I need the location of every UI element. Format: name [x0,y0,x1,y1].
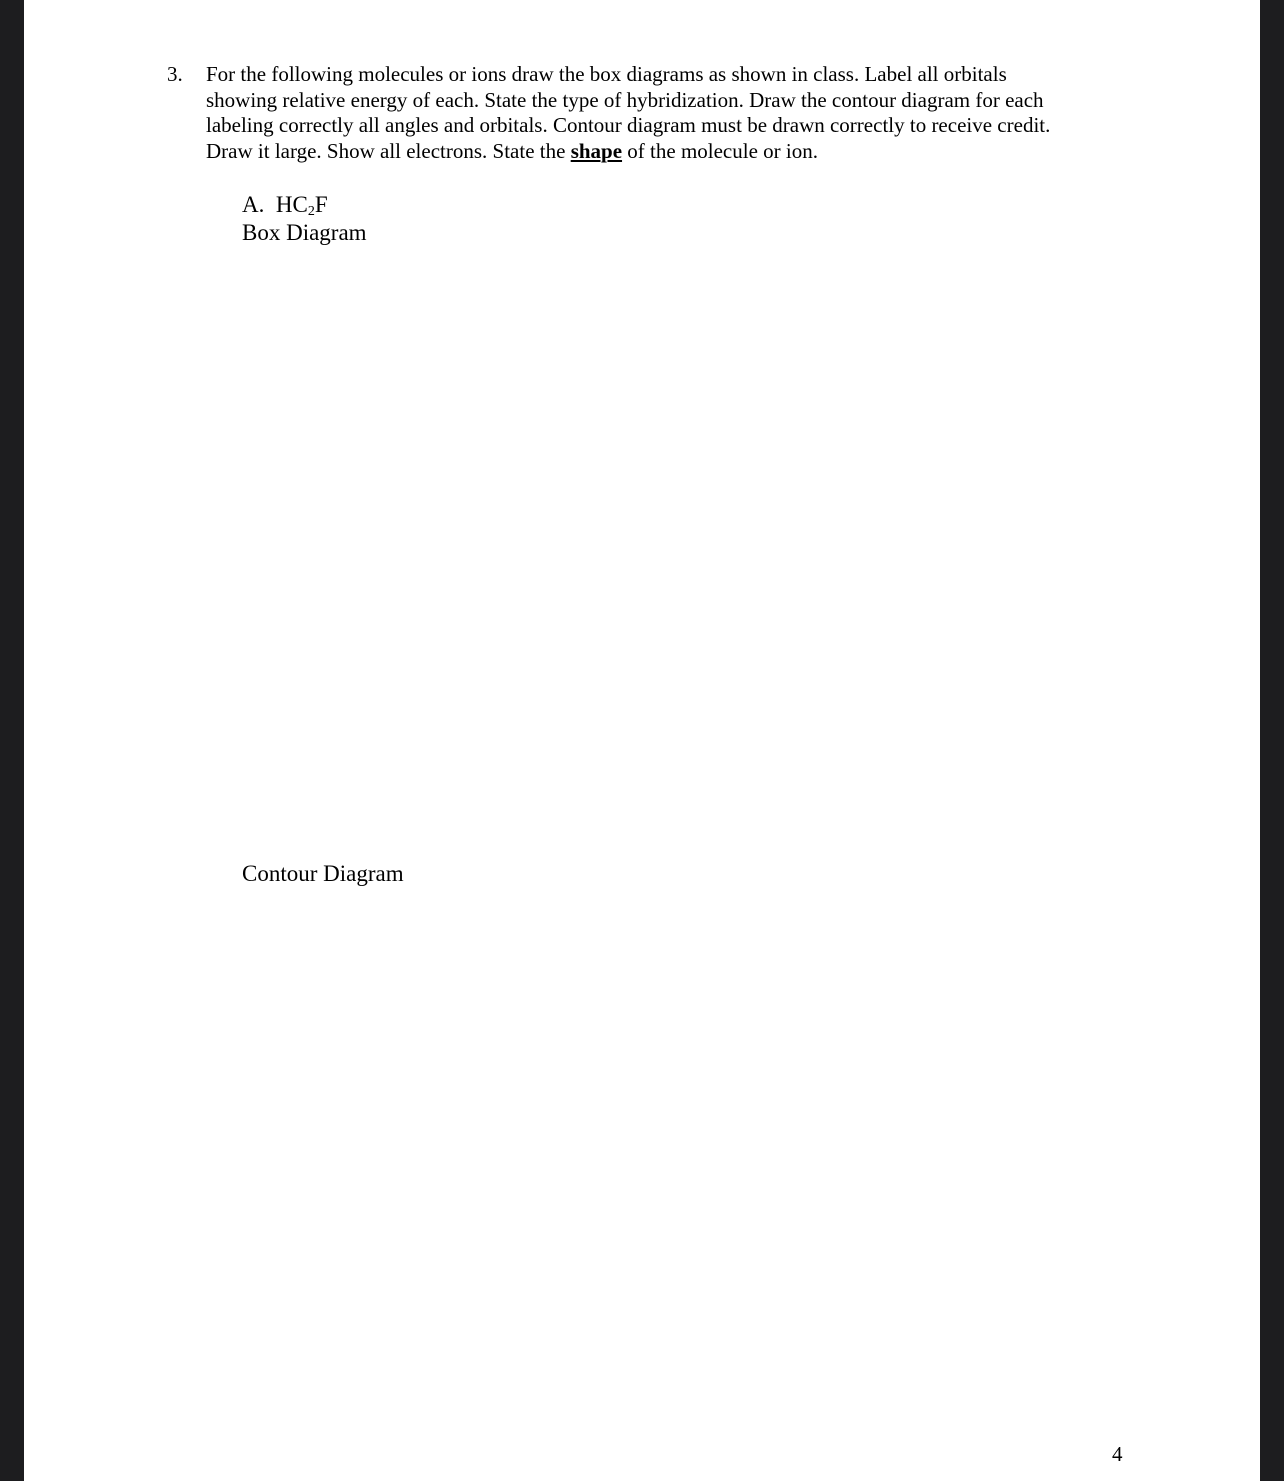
formula-subscript: 2 [307,204,315,219]
document-page [24,0,1260,1481]
question-line-1: For the following molecules or ions draw the box diagrams as shown in class. Label all orbitals [206,62,1007,86]
question-line-3: labeling correctly all angles and orbitals. Contour diagram must be drawn correctly to receive credit. [206,113,1051,138]
question-line-4 [206,139,1126,165]
question-line-4-end: of the molecule or ion. [622,138,818,163]
formula-main: HC [275,192,308,217]
page-number: 4 [1112,1442,1123,1466]
question-line-4-start: Draw it large. Show all electrons. State the [206,138,571,163]
shape-emphasis: shape [570,138,623,163]
question-line-2: showing relative energy of each. State the type of hybridization. Draw the contour diagram for each [206,87,1044,112]
formula-end: F [314,192,328,217]
question-number: 3. [167,62,183,86]
question-text [206,62,1126,164]
contour-diagram-title: Contour Diagram [242,861,404,886]
part-a-letter: A. [242,192,265,217]
box-diagram-title: Box Diagram [242,220,367,245]
part-a-label [242,191,328,219]
